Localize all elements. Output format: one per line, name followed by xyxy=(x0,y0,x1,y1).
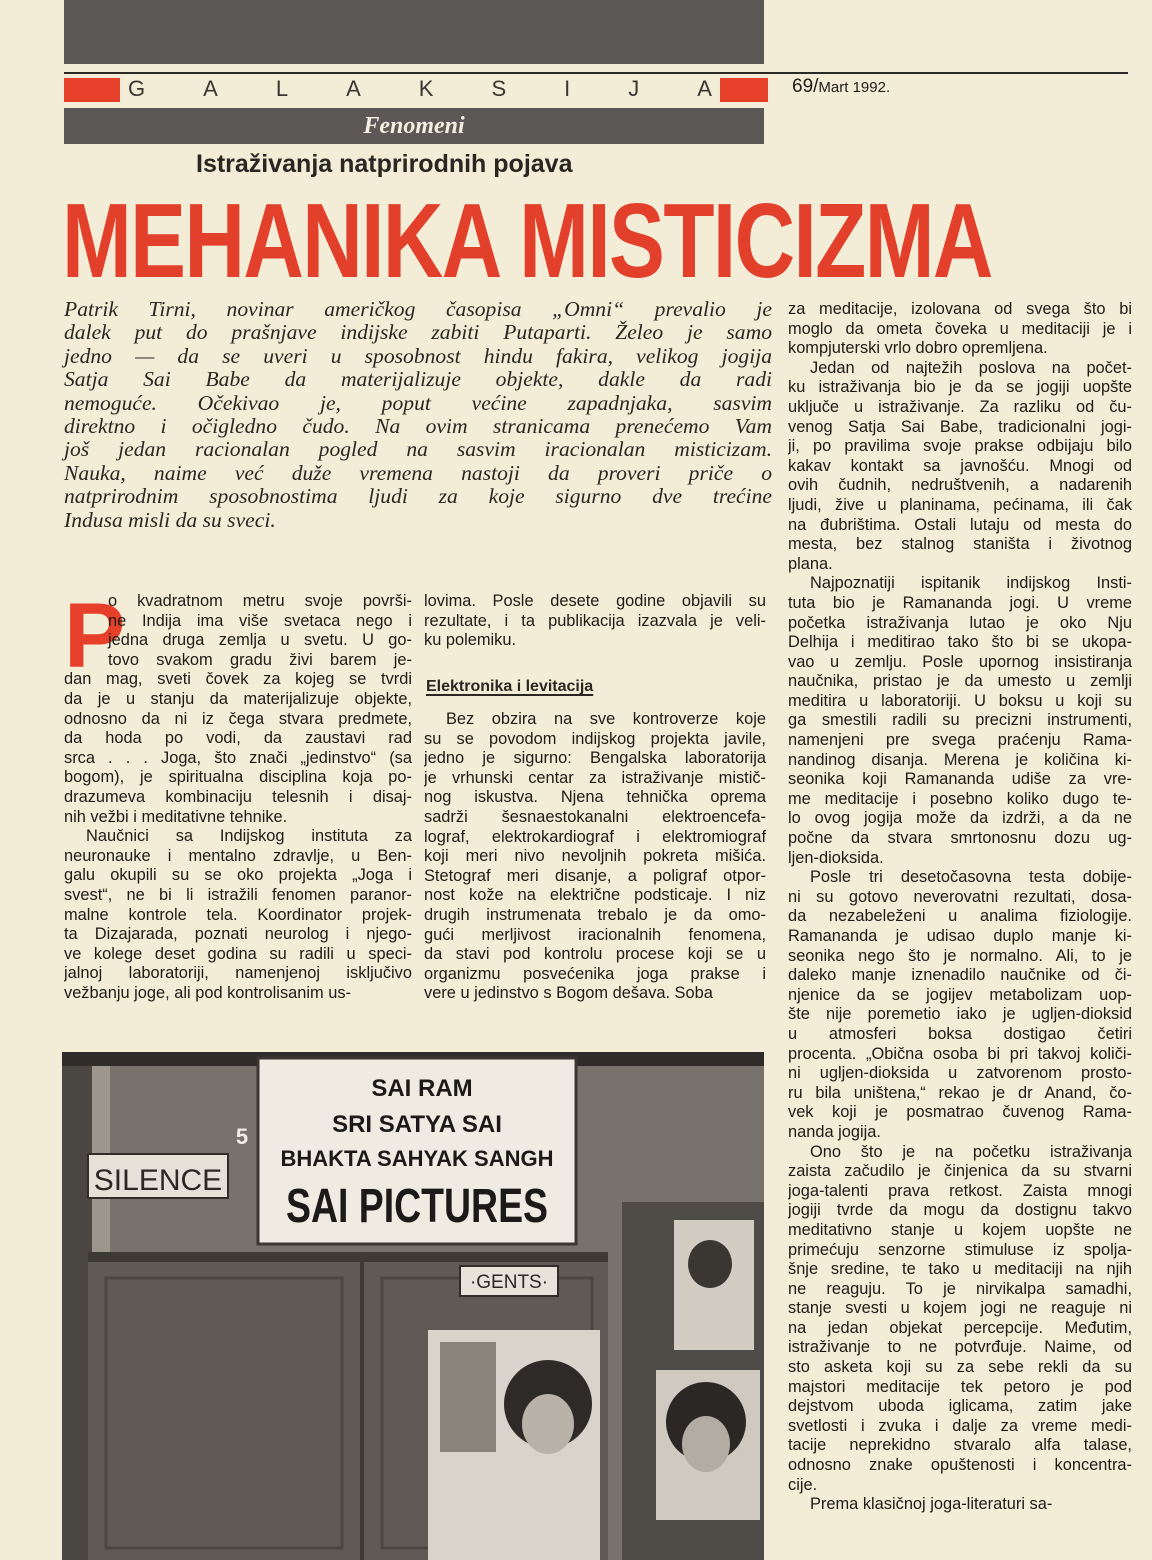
paragraph-line: lovima. Posle desete godine objavili su xyxy=(424,592,766,610)
paragraph-line: ku istraživanja bio je da se jogiji uopšte xyxy=(788,378,1132,397)
paragraph-line: počne da stvara smrtonosnu dozu ug- xyxy=(788,829,1132,848)
paragraph-line: svest“, ne bi li istražili fenomen paranor- xyxy=(64,885,412,904)
paragraph-line: u atmosferi boksa dostigao četiri xyxy=(788,1024,1132,1043)
masthead-letter: I xyxy=(564,76,571,101)
paragraph-line: bogom), je spiritualna disciplina koja po- xyxy=(64,768,412,787)
lede-line: direktno i očigledno čudo. Na ovim stranicama prenećemo Vam xyxy=(64,414,772,439)
section-label: Fenomeni xyxy=(64,108,764,144)
paragraph-line: mesta, bez stalnog staništa i životnog xyxy=(788,535,1132,554)
masthead-letter: G xyxy=(128,76,146,101)
masthead-red-block-left xyxy=(64,78,120,102)
paragraph-line: meditativno stanje u kojem uopšte ne xyxy=(788,1220,1132,1239)
paragraph-line: tacije neprekidno stvaralo alfa talase, xyxy=(788,1436,1132,1455)
lede-line: dalek put do prašnjave indijske zabiti Putaparti. Želeo je samo xyxy=(64,320,772,345)
masthead-letter: K xyxy=(418,76,434,101)
article-kicker: Istraživanja natprirodnih pojava xyxy=(196,150,573,178)
paragraph-line: koji meri nivo nevoljnih pokreta mišića. xyxy=(424,847,766,866)
paragraph-line: procenta. „Obična osoba bi pri takvoj količi- xyxy=(788,1044,1132,1063)
masthead-letter: A xyxy=(346,76,361,101)
paragraph-line: nanda jogija. xyxy=(788,1122,881,1141)
paragraph-line: sto asketa koji su za sebe rekli da su xyxy=(788,1358,1132,1377)
paragraph-line: Prema klasičnoj joga-literaturi sa- xyxy=(810,1495,1053,1514)
door-number: 5 xyxy=(235,1124,249,1149)
masthead-letter: S xyxy=(491,76,507,101)
issue-number: 69/ xyxy=(792,76,819,97)
paragraph-line: Bez obzira na sve kontroverze koje xyxy=(446,710,766,728)
storefront-photo xyxy=(62,1052,764,1560)
sign-line-1: SAI RAM xyxy=(371,1075,473,1102)
paragraph-line: gući merljivost iracionalnih fenomena, xyxy=(424,925,766,944)
paragraph-line: jedna druga zemlja u svetu. U go- xyxy=(108,631,412,650)
article-photo xyxy=(62,1052,764,1560)
paragraph-line: Ramananda je udisao duplo manje ki- xyxy=(788,927,1132,945)
article-headline: MEHANIKA MISTICIZMA xyxy=(62,182,992,300)
paragraph-line: ljen-dioksida. xyxy=(788,848,884,867)
body-column-1 xyxy=(64,585,412,1003)
paragraph-line: dejstvom uboda iglicama, zatim jake xyxy=(788,1397,1132,1416)
masthead-letter: L xyxy=(275,76,289,101)
masthead-red-block-right xyxy=(720,78,768,102)
paragraph-line: vežbanju joge, ali pod kontrolisanim us- xyxy=(64,983,351,1002)
paragraph-line: stanje svesti u kojem jogi ne reaguje ni xyxy=(788,1299,1132,1318)
paragraph-line: joga-talenti prava retkost. Zaista mnogi xyxy=(788,1181,1132,1200)
paragraph-line: Najpoznatiji ispitanik indijskog Insti- xyxy=(810,574,1132,593)
paragraph-line: me meditacije i posebno koliko dugo te- xyxy=(788,789,1132,808)
paragraph-line: nih vežbi i meditativne tehnike. xyxy=(64,807,288,826)
paragraph-line: ku polemiku. xyxy=(424,631,517,650)
issue-info xyxy=(792,76,890,98)
paragraph-line: Ono što je na početku istraživanja xyxy=(810,1142,1132,1161)
paragraph-line: seonika koji Ramananda udiše za vre- xyxy=(788,770,1132,789)
paragraph-line: lo ovog jogija može da izdrži, a da ne xyxy=(788,809,1132,828)
body-column-3 xyxy=(788,300,1132,1515)
paragraph-line: o kvadratnom metru svoje površi- xyxy=(108,592,412,610)
sign-line-4: SAI PICTURES xyxy=(285,1179,549,1234)
paragraph-line: ga smestili radili su precizni instrumenti, xyxy=(788,711,1132,730)
lede-line: natprirodnim sposobnostima ljudi za koje sigurno dve trećine xyxy=(64,484,772,509)
gents-sign: ·GENTS· xyxy=(469,1272,549,1293)
lede-line: jedno — da se uveri u sposobnost hindu fakira, velikog jogija xyxy=(64,343,772,368)
paragraph-line: ni ugljen-dioksida u zatvorenom prosto- xyxy=(788,1064,1132,1083)
paragraph-line: za meditacije, izolovana od svega što bi xyxy=(788,300,1132,318)
paragraph-line: je vrhunski centar za istraživanje mistič- xyxy=(424,768,766,787)
paragraph-line: nandinog disanja. Merena je količina ki- xyxy=(788,750,1132,769)
paragraph-line: kompjuterski vrlo dobro opremljena. xyxy=(788,339,1048,358)
paragraph-line: ji, po pravilima svoje prakse odbijaju bilo xyxy=(788,437,1132,456)
paragraph-line: rezultate, i ta publikacija izazvala je veli- xyxy=(424,611,766,630)
paragraph-line: svetlosti i zvuka i dalje za vreme medi- xyxy=(788,1416,1132,1435)
paragraph-line: šte nije poremetio iako je ugljen-dioksid xyxy=(788,1005,1132,1024)
lede-line: još jedan racionalan pogled na sasvim iracionalan misticizam. xyxy=(64,437,772,462)
paragraph-line: početka istraživanja lutao je oko Nju xyxy=(788,613,1132,632)
issue-date: Mart 1992. xyxy=(818,79,891,96)
body-column-2-top xyxy=(424,592,766,651)
paragraph-line: ta Dizajarada, poznati neurolog i njego- xyxy=(64,925,412,944)
paragraph-line: vere u jedinstvo s Bogom dešava. Soba xyxy=(424,984,713,1003)
paragraph-line: na đubrištima. Ostali lutaju od mesta do xyxy=(788,515,1132,534)
paragraph-line: organizmu posvećenika joga prakse i xyxy=(424,964,766,983)
paragraph-line: daleko manje iznenadilo naučnike od či- xyxy=(788,966,1132,985)
paragraph-line: dan mag, sveti čovek za kojeg se tvrdi xyxy=(64,670,412,689)
paragraph-line: ve kolege deset godina su radili u speci- xyxy=(64,944,412,963)
paragraph-line: namenjeni pre svega praćenju Rama- xyxy=(788,731,1132,750)
paragraph-line: ljudi, žive u planinama, pećinama, ili čak xyxy=(788,495,1132,514)
paragraph-line: nost kože na električne podsticaje. I niz xyxy=(424,886,766,905)
lede-line: Satja Sai Babe da materijalizuje objekte, dakle da radi xyxy=(64,367,772,392)
paragraph-line: istraživanje to ne potvrđuje. Naime, od xyxy=(788,1338,1132,1357)
lede-line: nemoguće. Očekivao je, poput većine zapadnjaka, sasvim xyxy=(64,390,772,415)
lede-line: Indusa misli da su sveci. xyxy=(64,507,276,532)
paragraph-line: da je u stanju da materijalizuje objekte, xyxy=(64,689,412,708)
paragraph-line: cije. xyxy=(788,1475,818,1494)
paragraph-line: odnosno znake opuštenosti i koncentra- xyxy=(788,1456,1132,1475)
magazine-masthead xyxy=(128,74,712,104)
paragraph-line: venog Satja Sai Babe, tradicionalni jogi- xyxy=(788,417,1132,436)
paragraph-line: Stetograf meri disanje, a poligraf otpor- xyxy=(424,866,766,885)
paragraph-line: uključe u istraživanje. Za razliku od ču- xyxy=(788,397,1132,416)
paragraph-line: sadrži šesnaestokanalni elektroencefa- xyxy=(424,807,766,826)
paragraph-line: nog iskustva. Njena tehnička oprema xyxy=(424,788,766,807)
paragraph-line: Posle tri desetočasovna testa dobije- xyxy=(810,868,1132,887)
paragraph-line: malne kontrole tela. Koordinator projek- xyxy=(64,905,412,924)
paragraph-line: su se povodom indijskog projekta javile, xyxy=(424,729,766,748)
paragraph-line: galu okupili su se oko projekta „Joga i xyxy=(64,866,412,885)
paragraph-line: Naučnici sa Indijskog instituta za xyxy=(86,827,412,846)
masthead-letter: A xyxy=(203,76,218,101)
paragraph-line: odnosno da ni iz čega stvara predmete, xyxy=(64,709,412,728)
paragraph-line: naučnika, pristao je da umesto u zemlji xyxy=(788,672,1132,691)
paragraph-line: Delhija i meditirao tako što bi se ukopa- xyxy=(788,633,1132,652)
paragraph-line: drugih instrumenata trebalo je da omo- xyxy=(424,905,766,924)
drop-cap: P xyxy=(64,585,126,687)
paragraph-line: tovo svakom gradu živi barem je- xyxy=(108,650,412,669)
paragraph-line: ru bila uništena,“ rekao je dr Anand, čo- xyxy=(788,1083,1132,1102)
paragraph-line: na jedan objekat percepcije. Međutim, xyxy=(788,1318,1132,1337)
paragraph-line: plana. xyxy=(788,554,833,573)
body-column-2 xyxy=(424,710,766,1004)
paragraph-line: Jedan od najtežih poslova na počet- xyxy=(810,358,1132,377)
lede-line: Patrik Tirni, novinar američkog časopisa „Omni“ prevalio je xyxy=(64,297,772,321)
paragraph-line: jalnoj laboratoriji, namenjenoj isključivo xyxy=(64,964,412,983)
paragraph-line: ni su gotovo neverovatni rezultati, dosa- xyxy=(788,887,1132,906)
lede-line: Nauka, naime već duže vremena nastoji da proveri priče o xyxy=(64,460,772,485)
paragraph-line: zaista začudilo je činjenica da su stvarni xyxy=(788,1162,1132,1181)
paragraph-line: srca . . . Joga, što znači „jedinstvo“ (sa xyxy=(64,748,412,767)
paragraph-line: jogiji tvrde da mogu da dostignu takvo xyxy=(788,1201,1132,1220)
paragraph-line: majstori meditacije tek petoro je pod xyxy=(788,1377,1132,1396)
paragraph-line: neuronauke i mentalno zdravlje, u Ben- xyxy=(64,846,412,865)
paragraph-line: jedno je sigurno: Bengalska laboratorija xyxy=(424,749,766,768)
paragraph-line: šnje sredine, te tako u meditaciji na njih xyxy=(788,1260,1132,1279)
paragraph-line: da stavi pod kontrolu procese koji se u xyxy=(424,945,766,964)
paragraph-line: da hoda po vodi, da zaustavi rad xyxy=(64,729,412,748)
masthead-letter: J xyxy=(628,76,640,101)
paragraph-line: drazumeva kombinaciju telesnih i disaj- xyxy=(64,787,412,806)
sign-line-3: BHAKTA SAHYAK SANGH xyxy=(280,1146,554,1171)
paragraph-line: moglo da ometa čoveka u meditaciji je i xyxy=(788,319,1132,338)
paragraph-line: kakav kontakt sa javnošću. Mnogi od xyxy=(788,456,1132,475)
sign-line-2: SRI SATYA SAI xyxy=(332,1111,502,1138)
paragraph-line: seonika nego što je normalno. Ali, to je xyxy=(788,946,1132,965)
paragraph-line: ne Indija ima više svetaca nego i xyxy=(108,611,412,630)
silence-sign: SILENCE xyxy=(93,1164,223,1197)
subheading: Elektronika i levitacija xyxy=(426,678,594,695)
masthead-letter: A xyxy=(697,76,712,101)
paragraph-line: vek koji je posmatrao čuvenog Rama- xyxy=(788,1103,1132,1122)
paragraph-line: meditira u laboratoriji. U boksu u koji su xyxy=(788,691,1132,710)
paragraph-line: ne reaguju. To je nirvikalpa samadhi, xyxy=(788,1279,1132,1298)
top-decorative-bar xyxy=(64,0,764,64)
paragraph-line: primećuju senzorne stimuluse iz spolja- xyxy=(788,1240,1132,1259)
paragraph-line: lograf, elektrokardiograf i elektromiograf xyxy=(424,827,766,846)
paragraph-line: da nezabeleženi u analima fiziologije. xyxy=(788,907,1132,926)
paragraph-line: njenice da se jogijev metabolizam uop- xyxy=(788,985,1132,1004)
paragraph-line: tuta bio je Ramananda jogi. U vreme xyxy=(788,593,1132,612)
article-lede xyxy=(64,298,772,532)
paragraph-line: vao u zemlju. Posle upornog insistiranja xyxy=(788,652,1132,671)
paragraph-line: ovih čudnih, nedruštvenih, a nadarenih xyxy=(788,476,1132,495)
